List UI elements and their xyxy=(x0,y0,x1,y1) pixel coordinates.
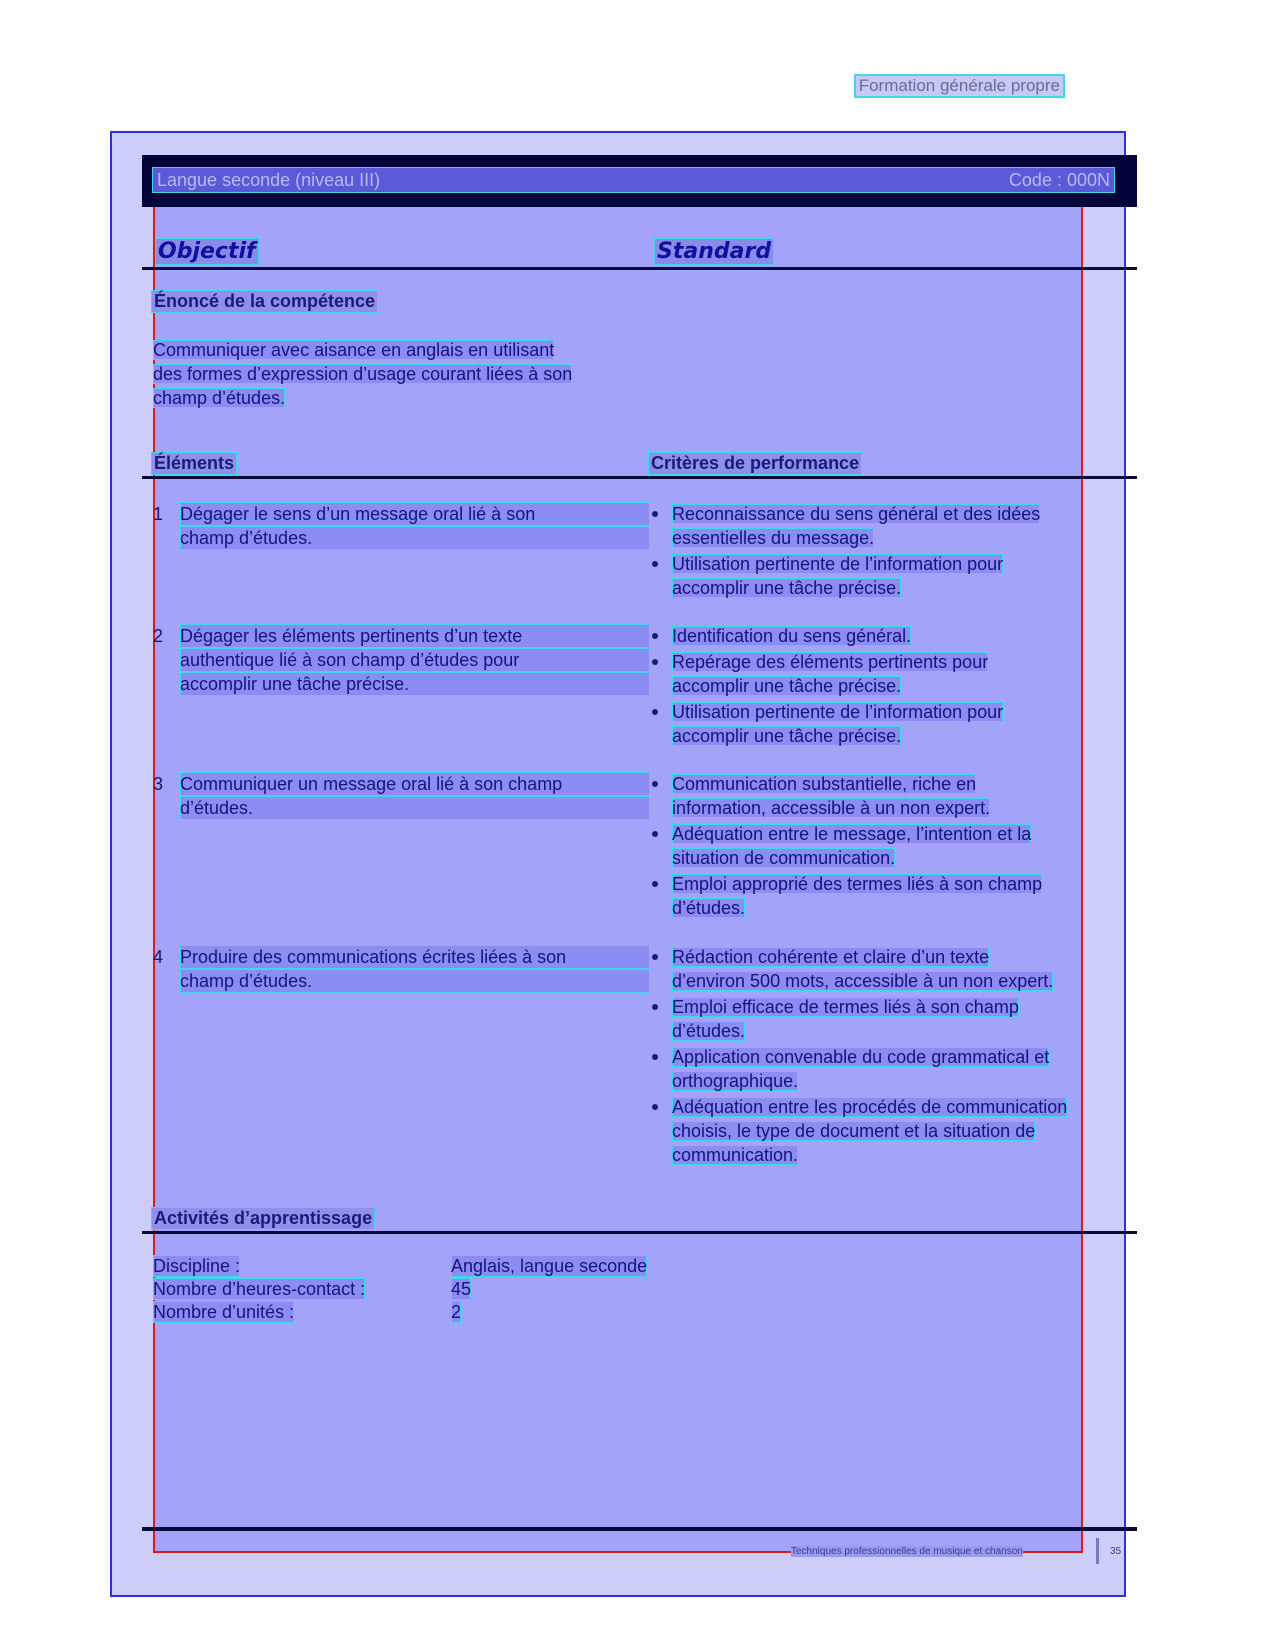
element-line: accomplir une tâche précise. xyxy=(180,672,650,696)
criterion-line: d’études. xyxy=(672,898,746,918)
criterion-line: Adéquation entre les procédés de communication xyxy=(672,1097,1068,1117)
criterion xyxy=(648,1095,1118,1167)
criterion xyxy=(648,945,1118,993)
criterion-line: accomplir une tâche précise. xyxy=(672,726,902,746)
criterion-line: d’environ 500 mots, accessible à un non expert. xyxy=(672,971,1054,991)
section-label: Formation générale propre xyxy=(854,74,1065,98)
criterion-line: communication. xyxy=(672,1145,799,1165)
criterion xyxy=(648,1045,1118,1093)
element-number: 4 xyxy=(153,947,164,967)
criterion xyxy=(648,995,1118,1043)
divider xyxy=(142,1231,1137,1234)
course-banner-inner xyxy=(152,167,1115,193)
criterion xyxy=(648,822,1118,870)
bullet-icon xyxy=(652,633,658,639)
element-line: champ d’études. xyxy=(180,969,650,993)
bullet-icon xyxy=(652,659,658,665)
course-code: Code : 000N xyxy=(1008,169,1110,190)
divider xyxy=(142,267,1137,270)
bullet-icon xyxy=(652,1104,658,1110)
objective-heading: Objectif xyxy=(155,238,259,265)
course-banner xyxy=(142,155,1137,207)
criterion-line: orthographique. xyxy=(672,1071,799,1091)
info-label: Discipline : xyxy=(153,1256,241,1276)
info-value: 2 xyxy=(451,1302,462,1322)
element-line: champ d’études. xyxy=(180,526,650,550)
elements-heading: Éléments xyxy=(151,452,237,475)
competence-line: champ d’études. xyxy=(153,388,286,408)
info-value: Anglais, langue seconde xyxy=(451,1256,648,1276)
bullet-icon xyxy=(652,1054,658,1060)
element-text xyxy=(180,945,650,993)
criterion-line: Application convenable du code grammatical et xyxy=(672,1047,1050,1067)
standard-heading: Standard xyxy=(654,238,774,265)
footer-divider xyxy=(142,1527,1137,1531)
criterion-line: Adéquation entre le message, l’intention et la xyxy=(672,824,1032,844)
competence-line: des formes d’expression d’usage courant liées à son xyxy=(153,364,573,384)
criterion xyxy=(648,650,1118,698)
page-number: 35 xyxy=(1110,1546,1122,1557)
criterion-line: essentielles du message. xyxy=(672,528,875,548)
criteria-list xyxy=(648,945,1118,1169)
competence-text xyxy=(153,338,633,410)
bullet-icon xyxy=(652,831,658,837)
criterion-line: Identification du sens général. xyxy=(672,626,912,646)
criterion-line: Communication substantielle, riche en xyxy=(672,774,977,794)
info-value: 45 xyxy=(451,1279,472,1299)
element-number: 2 xyxy=(153,626,164,646)
criterion-line: Reconnaissance du sens général et des idées xyxy=(672,504,1041,524)
criterion-line: accomplir une tâche précise. xyxy=(672,578,902,598)
info-label: Nombre d’heures-contact : xyxy=(153,1279,366,1299)
footer-separator xyxy=(1096,1538,1099,1564)
footer-program: Techniques professionnelles de musique et chanson xyxy=(791,1546,1023,1557)
divider xyxy=(142,476,1137,479)
criterion-line: Repérage des éléments pertinents pour xyxy=(672,652,989,672)
criterion-line: d’études. xyxy=(672,1021,746,1041)
criteria-heading: Critères de performance xyxy=(648,452,862,475)
criterion-line: accomplir une tâche précise. xyxy=(672,676,902,696)
element-text xyxy=(180,772,650,820)
bullet-icon xyxy=(652,511,658,517)
element-line: Dégager les éléments pertinents d’un texte xyxy=(180,624,650,648)
competence-line: Communiquer avec aisance en anglais en utilisant xyxy=(153,340,555,360)
criterion-line: information, accessible à un non expert. xyxy=(672,798,991,818)
criteria-list xyxy=(648,502,1118,602)
element-number: 3 xyxy=(153,774,164,794)
info-label: Nombre d’unités : xyxy=(153,1302,295,1322)
element-line: Dégager le sens d’un message oral lié à son xyxy=(180,502,650,526)
element-line: Communiquer un message oral lié à son champ xyxy=(180,772,650,796)
criterion-line: Rédaction cohérente et claire d’un texte xyxy=(672,947,990,967)
activities-heading: Activités d’apprentissage xyxy=(151,1207,375,1230)
criterion-line: situation de communication. xyxy=(672,848,896,868)
element-number: 1 xyxy=(153,504,164,524)
criterion-line: Utilisation pertinente de l’information pour xyxy=(672,554,1004,574)
element-text xyxy=(180,624,650,696)
element-line: d’études. xyxy=(180,796,650,820)
criterion-line: Emploi approprié des termes liés à son champ xyxy=(672,874,1043,894)
criterion xyxy=(648,624,1118,648)
bullet-icon xyxy=(652,709,658,715)
criterion xyxy=(648,872,1118,920)
element-line: Produire des communications écrites liées à son xyxy=(180,945,650,969)
criterion xyxy=(648,502,1118,550)
bullet-icon xyxy=(652,954,658,960)
criterion xyxy=(648,700,1118,748)
criterion xyxy=(648,772,1118,820)
criterion-line: Emploi efficace de termes liés à son champ xyxy=(672,997,1019,1017)
bullet-icon xyxy=(652,561,658,567)
course-title: Langue seconde (niveau III) xyxy=(157,169,381,190)
criterion xyxy=(648,552,1118,600)
element-text xyxy=(180,502,650,550)
criterion-line: choisis, le type de document et la situation de xyxy=(672,1121,1036,1141)
criterion-line: Utilisation pertinente de l’information pour xyxy=(672,702,1004,722)
bullet-icon xyxy=(652,781,658,787)
competence-heading: Énoncé de la compétence xyxy=(151,290,378,313)
bullet-icon xyxy=(652,1004,658,1010)
bullet-icon xyxy=(652,881,658,887)
criteria-list xyxy=(648,624,1118,750)
element-line: authentique lié à son champ d’études pour xyxy=(180,648,650,672)
criteria-list xyxy=(648,772,1118,922)
